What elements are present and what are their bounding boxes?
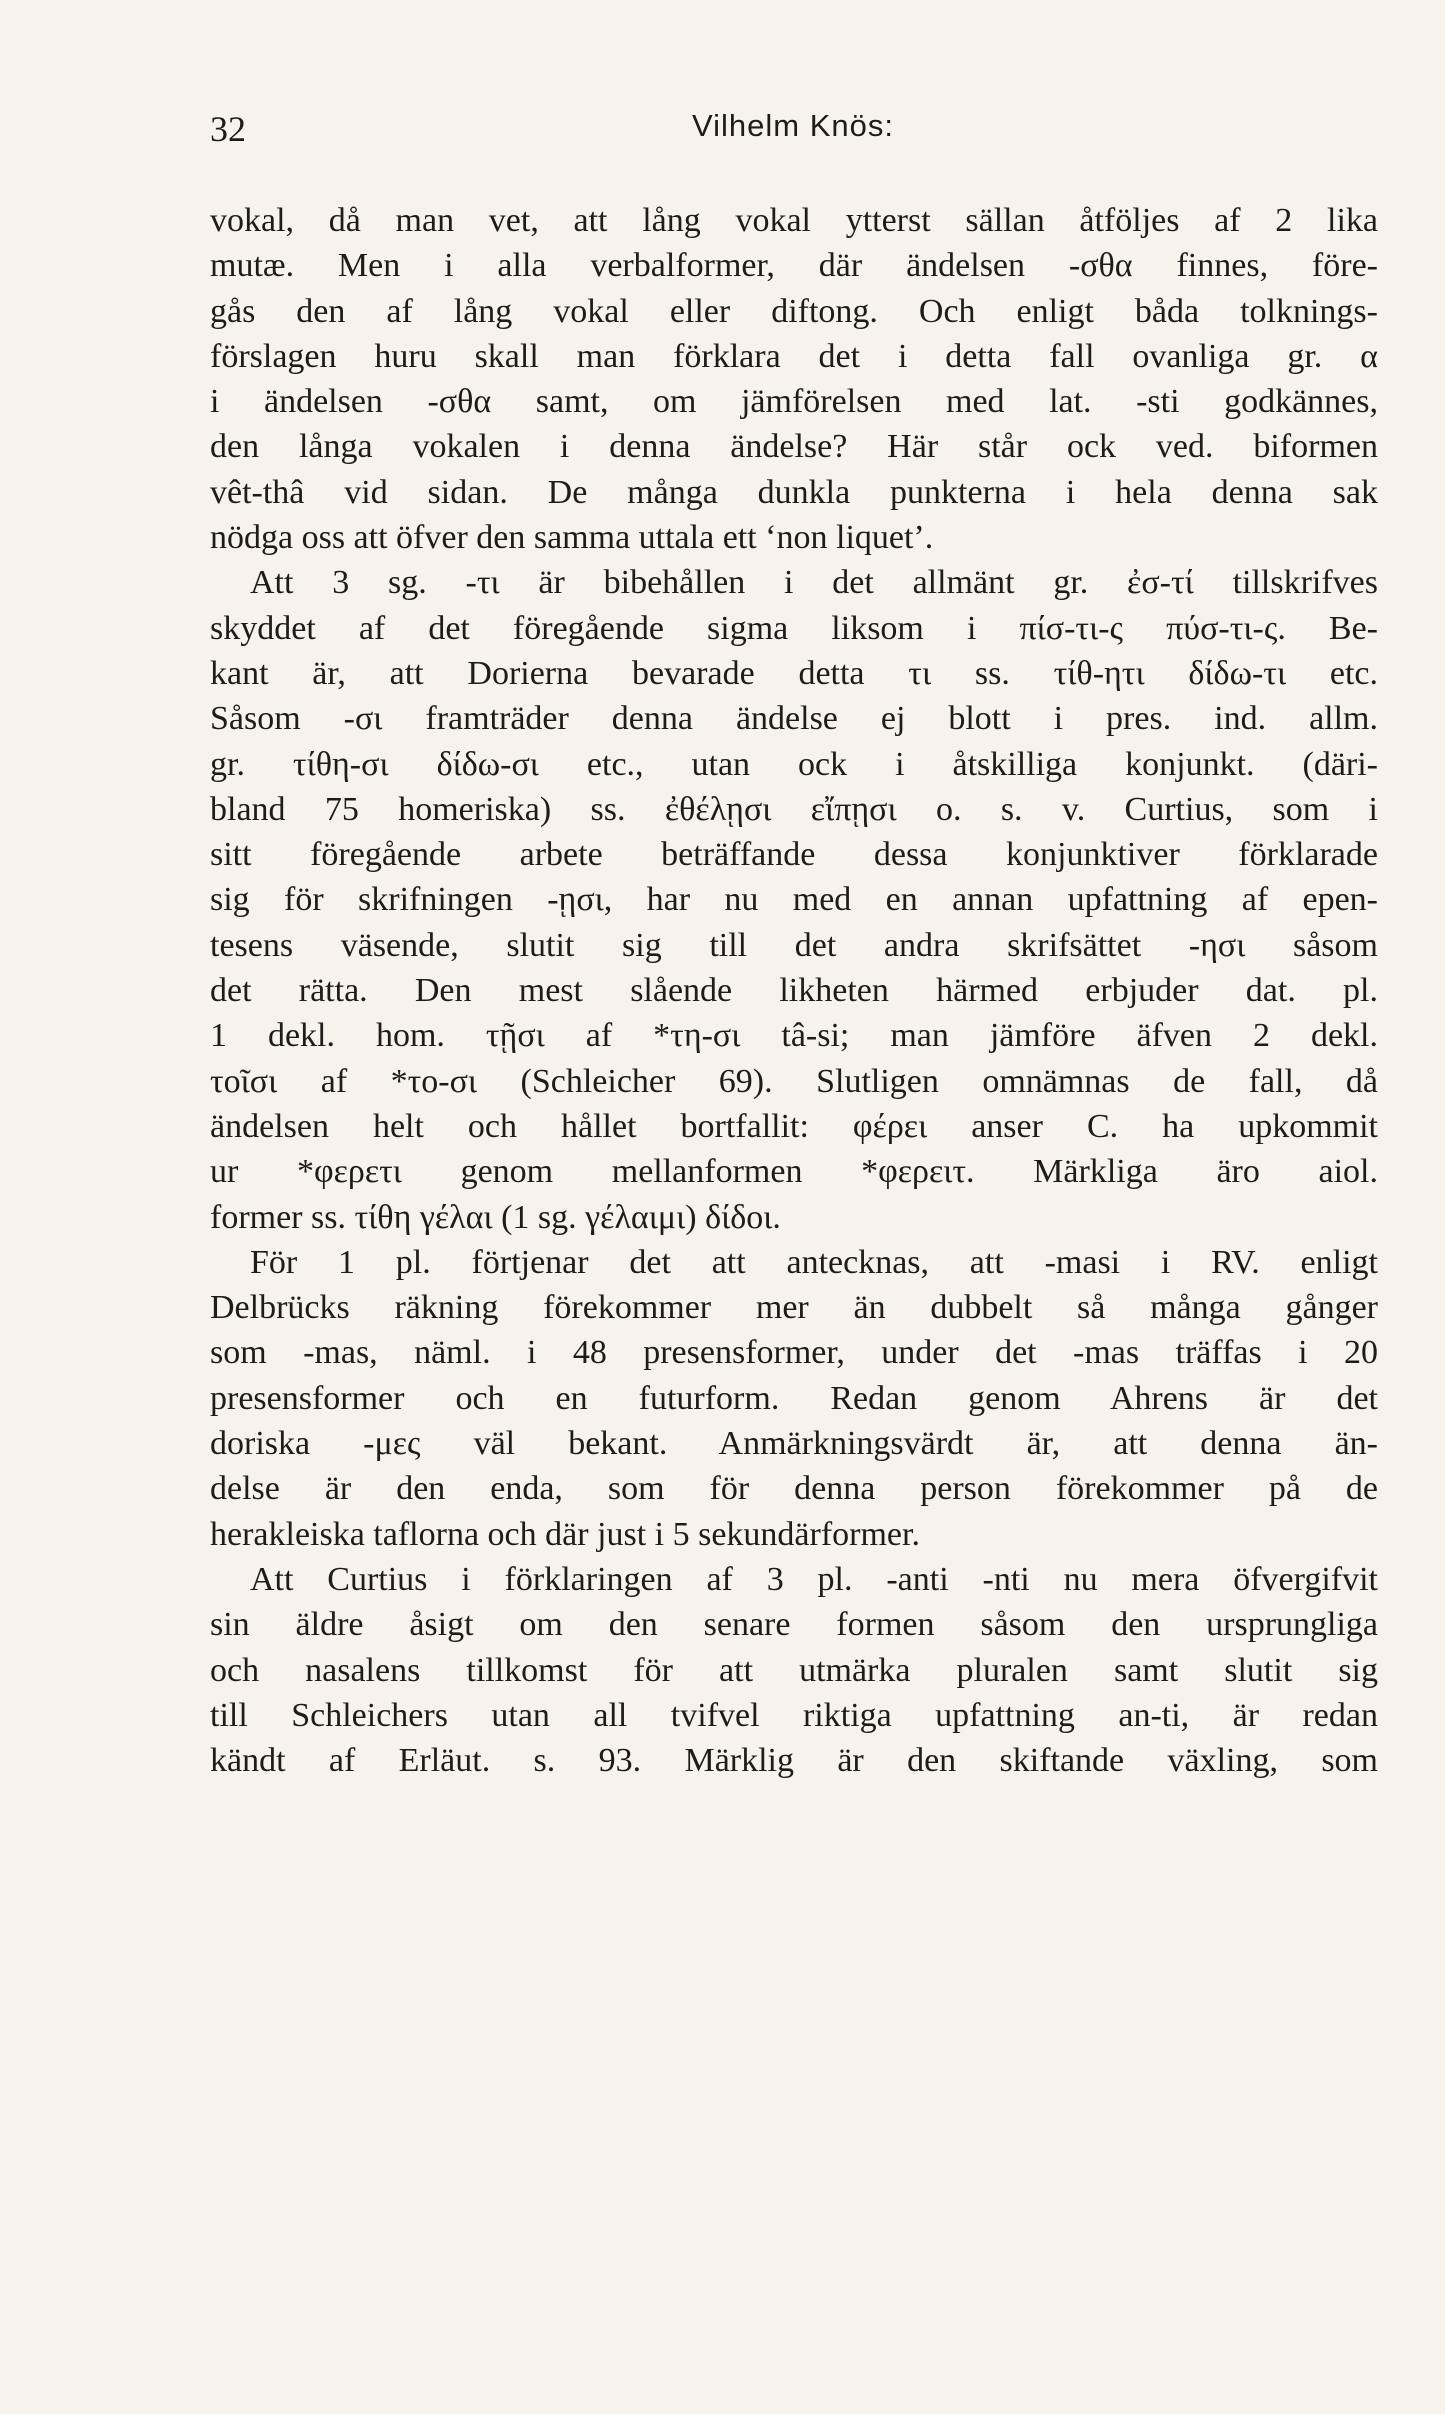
text-line: sig för skrifningen -ῃσι, har nu med en annan upfattning af epen-: [210, 881, 1378, 919]
text-line: skyddet af det föregående sigma liksom i πίσ-τι-ς πύσ-τι-ς. Be-: [210, 609, 1378, 647]
text-line: herakleiska taflorna och där just i 5 sekundärformer.: [210, 1515, 920, 1553]
text-line: gr. τίθη-σι δίδω-σι etc., utan ock i åtskilliga konjunkt. (däri-: [210, 745, 1378, 783]
text-line: bland 75 homeriska) ss. ἐθέλῃσι εἴπῃσι o. s. v. Curtius, som i: [210, 790, 1378, 828]
text-line: sin äldre åsigt om den senare formen såsom den ursprungliga: [210, 1606, 1378, 1644]
text-line: delse är den enda, som för denna person förekommer på de: [210, 1470, 1378, 1508]
text-line: den långa vokalen i denna ändelse? Här står ock ved. biformen: [210, 428, 1378, 466]
text-line: i ändelsen -σθα samt, om jämförelsen med lat. -sti godkännes,: [210, 383, 1378, 421]
text-line: kant är, att Dorierna bevarade detta τι ss. τίθ-ητι δίδω-τι etc.: [210, 654, 1378, 692]
page-number: 32: [210, 109, 246, 149]
text-line: Delbrücks räkning förekommer mer än dubbelt så många gånger: [210, 1289, 1378, 1327]
text-line: τοῖσι af *το-σι (Schleicher 69). Slutligen omnämnas de fall, då: [210, 1062, 1378, 1100]
text-line: Att Curtius i förklaringen af 3 pl. -anti -nti nu mera öfvergifvit: [250, 1560, 1378, 1598]
text-line: presensformer och en futurform. Redan genom Ahrens är det: [210, 1379, 1378, 1417]
text-line: Såsom -σι framträder denna ändelse ej blott i pres. ind. allm.: [210, 700, 1378, 738]
text-line: ur *φερετι genom mellanformen *φερειτ. Märkliga äro aiol.: [210, 1153, 1378, 1191]
text-line: och nasalens tillkomst för att utmärka pluralen samt slutit sig: [210, 1651, 1378, 1689]
text-line: För 1 pl. förtjenar det att antecknas, att -masi i RV. enligt: [250, 1243, 1378, 1281]
text-line: nödga oss att öfver den samma uttala ett ‘non liquet’.: [210, 519, 934, 557]
text-line: mutæ. Men i alla verbalformer, där ändelsen -σθα finnes, före-: [210, 247, 1378, 285]
text-line: sitt föregående arbete beträffande dessa konjunktiver förklarade: [210, 836, 1378, 874]
text-line: doriska -μες väl bekant. Anmärkningsvärdt är, att denna än-: [210, 1425, 1378, 1463]
text-line: Att 3 sg. -τι är bibehållen i det allmänt gr. ἐσ-τί tillskrifves: [250, 564, 1378, 602]
page-header: [210, 108, 1445, 168]
text-line: som -mas, näml. i 48 presensformer, under det -mas träffas i 20: [210, 1334, 1378, 1372]
text-line: ändelsen helt och hållet bortfallit: φέρει anser C. ha upkommit: [210, 1107, 1378, 1145]
body-text: [210, 198, 1378, 1783]
text-line: 1 dekl. hom. τῇσι af *τη-σι tâ-si; man jämföre äfven 2 dekl.: [210, 1017, 1378, 1055]
running-head: Vilhelm Knös:: [692, 108, 894, 143]
text-line: det rätta. Den mest slående likheten härmed erbjuder dat. pl.: [210, 972, 1378, 1010]
text-line: gås den af lång vokal eller diftong. Och enligt båda tolknings-: [210, 292, 1378, 330]
text-line: förslagen huru skall man förklara det i detta fall ovanliga gr. α: [210, 337, 1378, 375]
text-line: vokal, då man vet, att lång vokal ytterst sällan åtföljes af 2 lika: [210, 202, 1378, 239]
text-line: kändt af Erläut. s. 93. Märklig är den skiftande växling, som: [210, 1742, 1378, 1780]
text-line: till Schleichers utan all tvifvel riktiga upfattning an-ti, är redan: [210, 1696, 1378, 1734]
text-line: tesens väsende, slutit sig till det andra skrifsättet -ησι såsom: [210, 926, 1378, 964]
text-line: vêt-thâ vid sidan. De många dunkla punkterna i hela denna sak: [210, 473, 1378, 511]
text-line: former ss. τίθη γέλαι (1 sg. γέλαιμι) δίδοι.: [210, 1198, 781, 1236]
